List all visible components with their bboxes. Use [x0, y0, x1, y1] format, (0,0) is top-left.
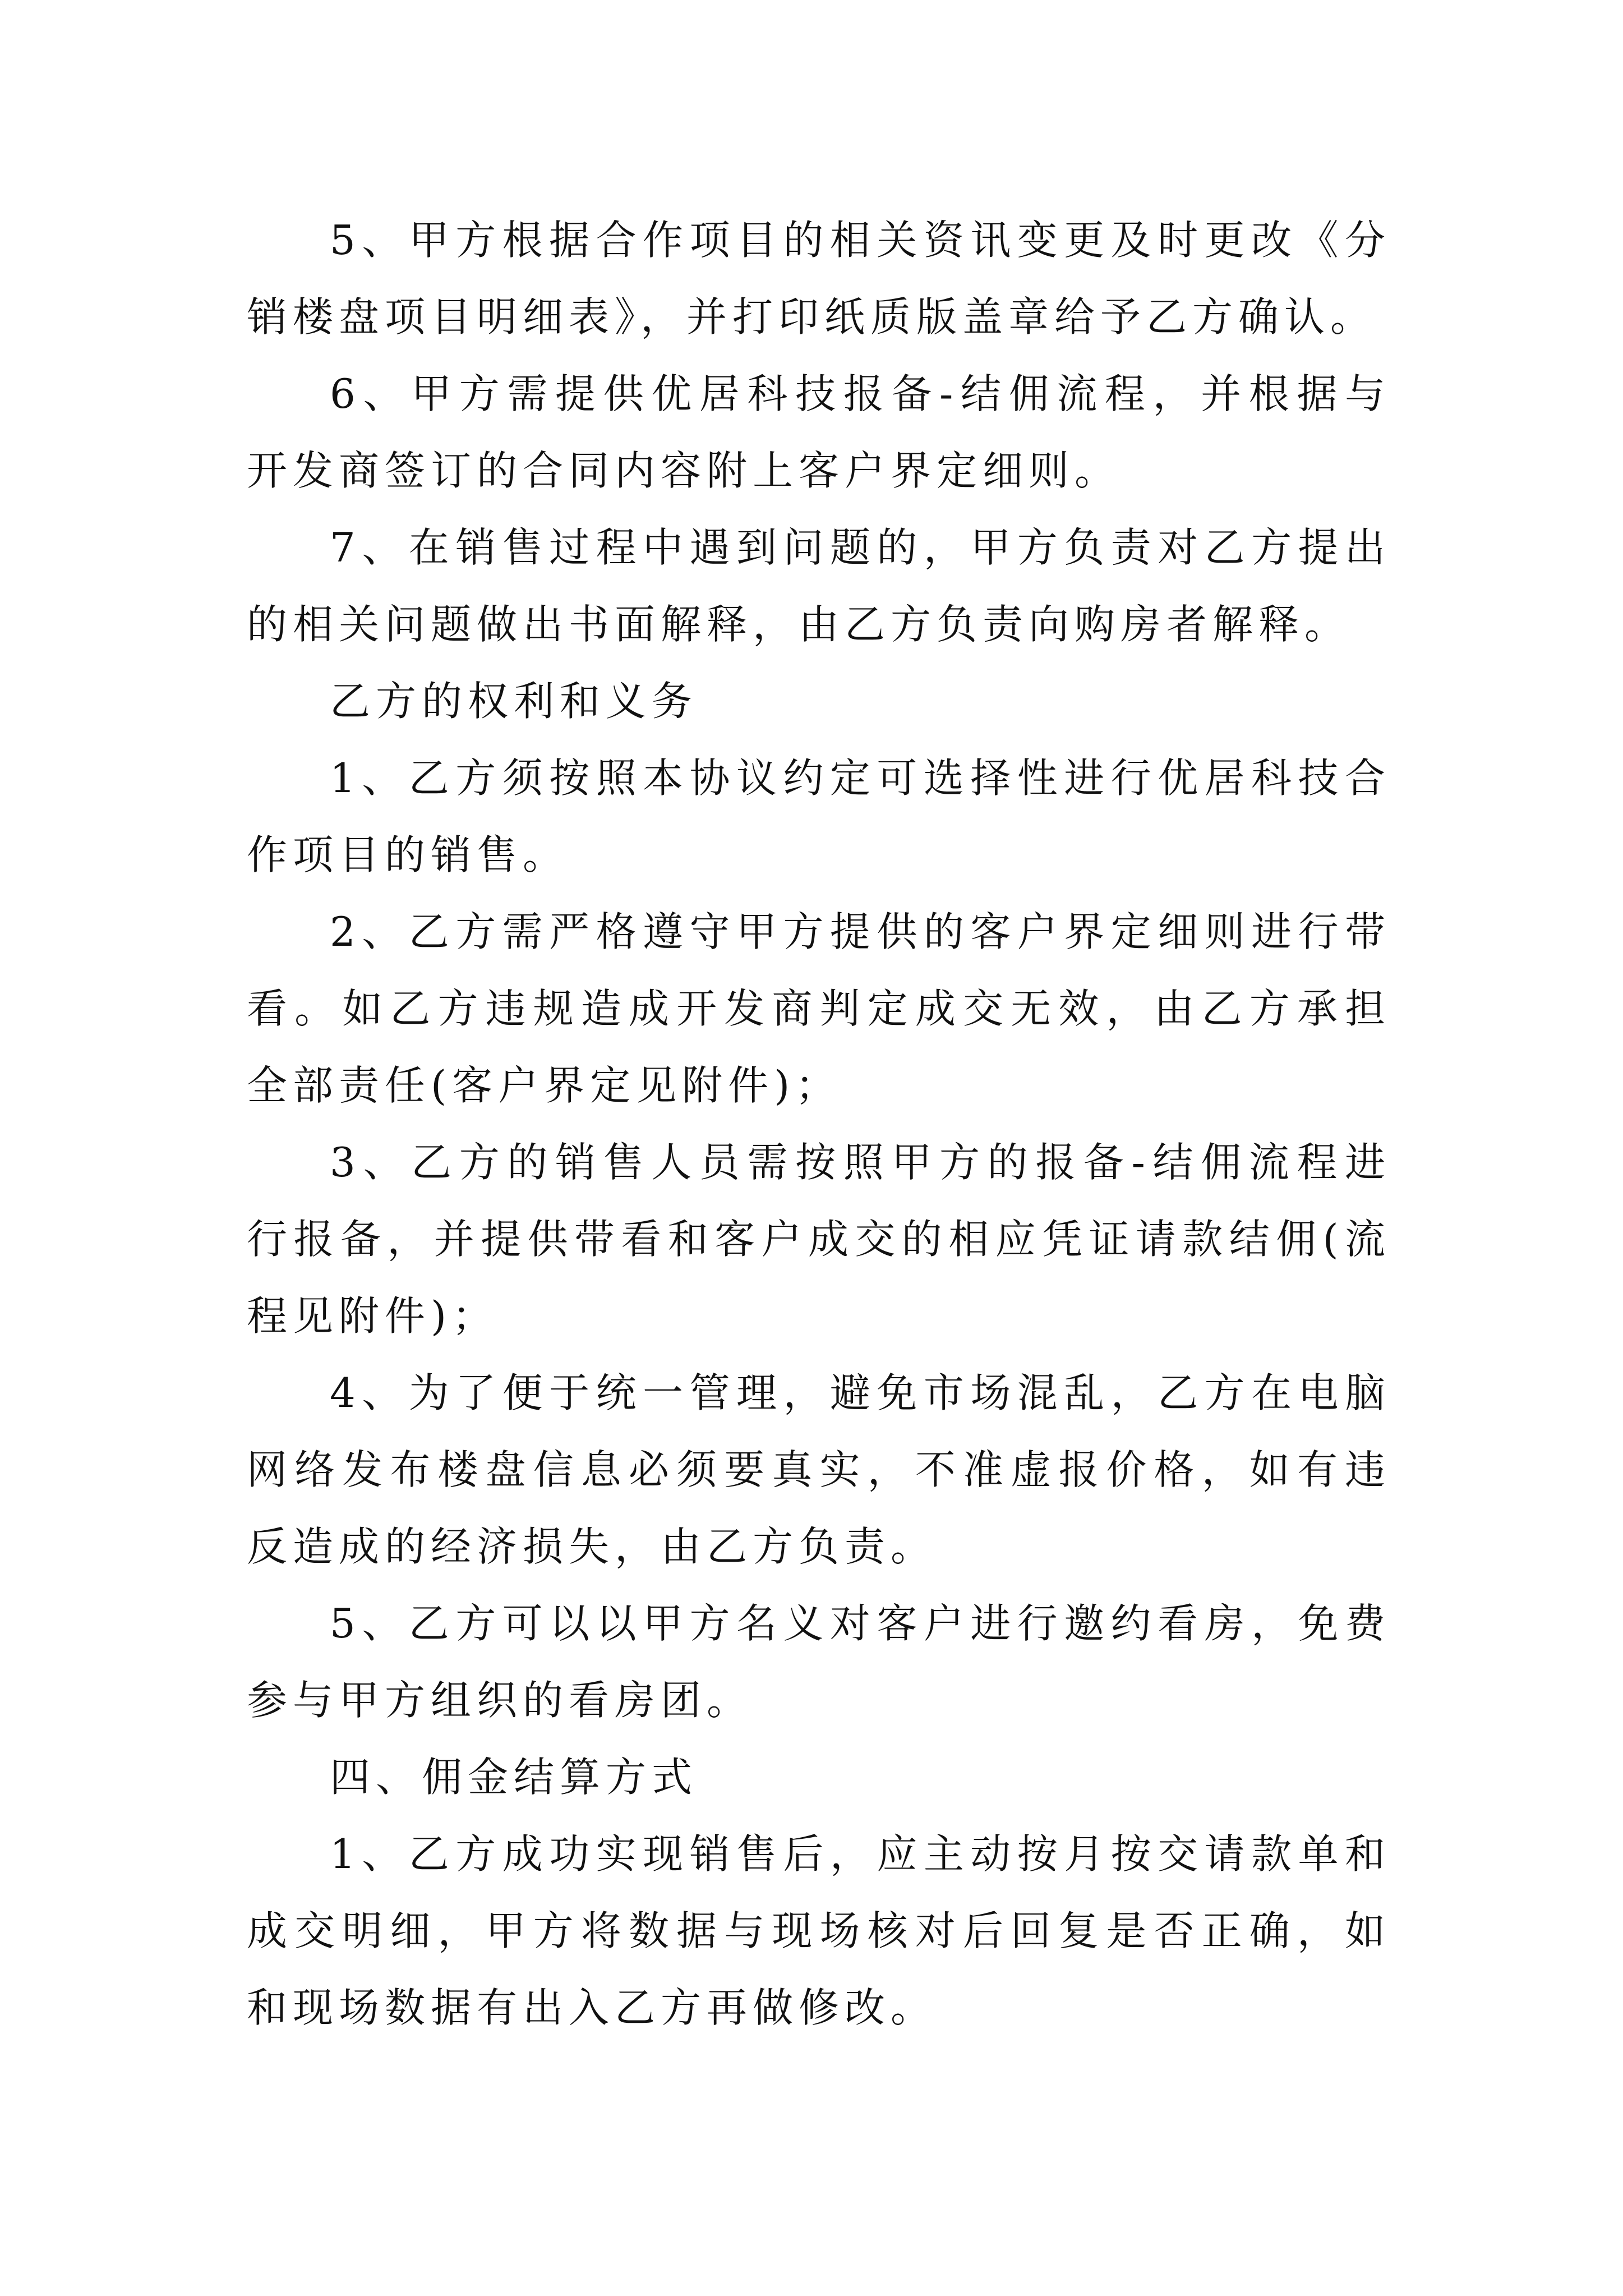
section-heading-commission-settlement: 四、佣金结算方式 — [330, 1754, 698, 1801]
paragraph-party-a-item-7: 7、在销售过程中遇到问题的，甲方负责对乙方提出的相关问题做出书面解释，由乙方负责向购房者解释。 — [247, 524, 1391, 648]
paragraph-party-b-item-5: 5、乙方可以以甲方名义对客户进行邀约看房，免费参与甲方组织的看房团。 — [247, 1600, 1391, 1724]
paragraph-party-a-item-6: 6、甲方需提供优居科技报备-结佣流程，并根据与开发商签订的合同内容附上客户界定细则。 — [247, 370, 1391, 494]
paragraph-party-b-item-2: 2、乙方需严格遵守甲方提供的客户界定细则进行带看。如乙方违规造成开发商判定成交无效，由乙方承担全部责任(客户界定见附件)； — [247, 908, 1391, 1109]
paragraph-party-b-item-1: 1、乙方须按照本协议约定可选择性进行优居科技合作项目的销售。 — [247, 754, 1391, 878]
document-body — [247, 202, 1391, 2046]
section-heading-party-b-rights: 乙方的权利和义务 — [330, 678, 698, 725]
paragraph-party-b-item-3: 3、乙方的销售人员需按照甲方的报备-结佣流程进行报备，并提供带看和客户成交的相应凭证请款结佣(流程见附件)； — [247, 1139, 1391, 1340]
paragraph-commission-item-1: 1、乙方成功实现销售后，应主动按月按交请款单和成交明细，甲方将数据与现场核对后回复是否正确，如和现场数据有出入乙方再做修改。 — [247, 1830, 1391, 2031]
paragraph-party-b-item-4: 4、为了便于统一管理，避免市场混乱，乙方在电脑网络发布楼盘信息必须要真实，不准虚报价格，如有违反造成的经济损失，由乙方负责。 — [247, 1369, 1391, 1570]
paragraph-party-a-item-5: 5、甲方根据合作项目的相关资讯变更及时更改《分销楼盘项目明细表》，并打印纸质版盖章给予乙方确认。 — [247, 217, 1391, 341]
